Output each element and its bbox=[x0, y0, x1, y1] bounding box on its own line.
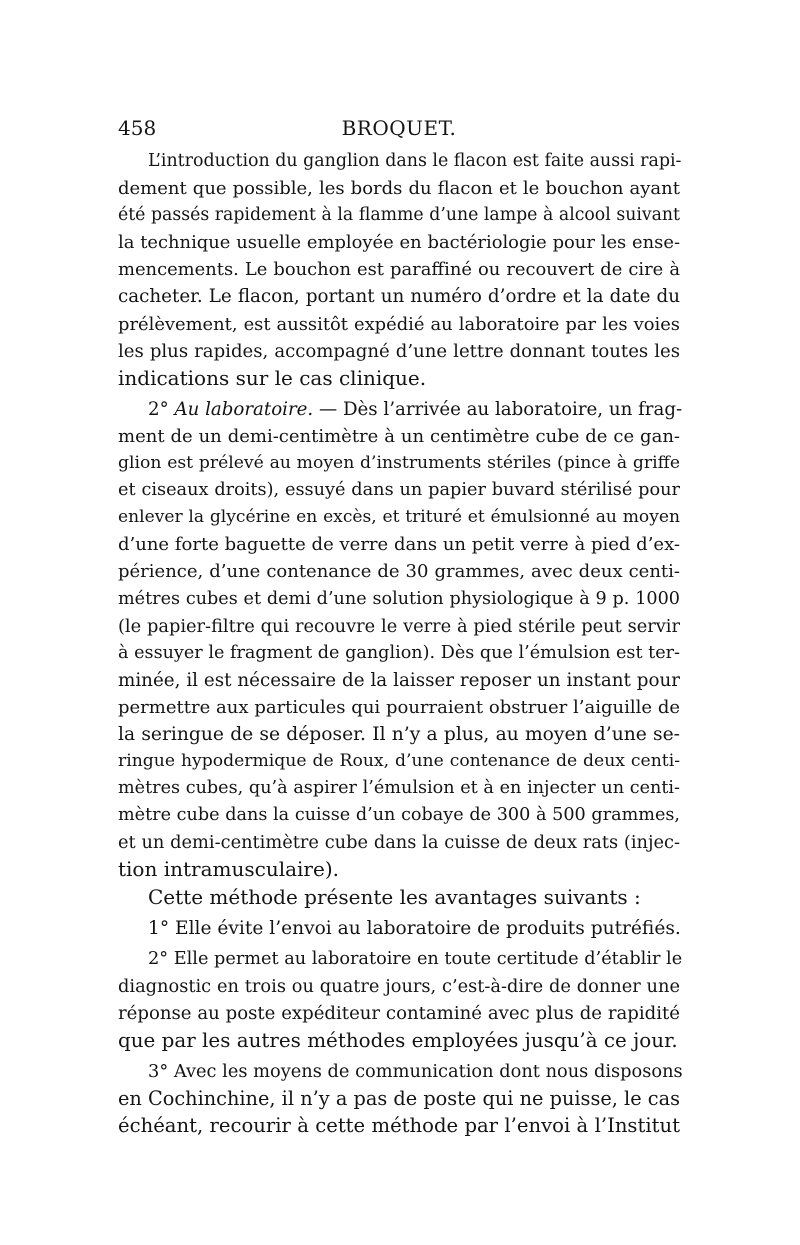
text-line: réponse au poste expéditeur contaminé avec plus de rapidité bbox=[118, 1002, 680, 1024]
text-line: cacheter. Le flacon, portant un numéro d’ordre et la date du bbox=[118, 286, 680, 308]
text-line: (le papier-filtre qui recouvre le verre à pied stérile peut servir bbox=[118, 615, 680, 637]
text-line-lead bbox=[118, 396, 683, 423]
paragraph bbox=[118, 396, 683, 884]
text-line: mètres cubes, qu’à aspirer l’émulsion et à en injecter un centi- bbox=[118, 778, 680, 799]
text-line: que par les autres méthodes employées jusqu’à ce jour. bbox=[118, 1029, 678, 1052]
text-line: Cette méthode présente les avantages suivants : bbox=[148, 884, 641, 909]
text-line: 2° Elle permet au laboratoire en toute certitude d’établir le bbox=[148, 948, 683, 969]
text-line: échéant, recourir à cette méthode par l’envoi à l’Institut bbox=[118, 1114, 680, 1138]
text-line: été passés rapidement à la flamme d’une lampe à alcool suivant bbox=[118, 205, 680, 226]
text-line: et un demi-centimètre cube dans la cuisse de deux rats (injec- bbox=[118, 832, 680, 854]
page-number: 458 bbox=[118, 116, 157, 140]
text-run: — Dès l’arrivée au laboratoire, un frag- bbox=[313, 398, 683, 420]
text-line: ment de un demi-centimètre à un centimètre cube de ce gan- bbox=[118, 425, 680, 447]
text-line: enlever la glycérine en excès, et trituré et émulsionné au moyen bbox=[118, 507, 680, 528]
paragraph bbox=[118, 148, 680, 392]
text-line: à essuyer le fragment de ganglion). Dès que l’émulsion est ter- bbox=[118, 642, 680, 663]
text-line: mencements. Le bouchon est paraffiné ou recouvert de cire à bbox=[118, 259, 680, 281]
text-line: d’une forte baguette de verre dans un petit verre à pied d’ex- bbox=[118, 534, 680, 556]
text-line: diagnostic en trois ou quatre jours, c’est-à-dire de donner une bbox=[118, 975, 680, 997]
text-line: mètre cube dans la cuisse d’un cobaye de 300 à 500 grammes, bbox=[118, 805, 680, 826]
text-line: indications sur le cas clinique. bbox=[118, 365, 427, 390]
text-line: les plus rapides, accompagné d’une lettre donnant toutes les bbox=[118, 340, 680, 362]
section-heading: Au laboratoire. bbox=[174, 398, 314, 420]
text-line: 1° Elle évite l’envoi au laboratoire de produits putréfiés. bbox=[148, 917, 681, 939]
body-text bbox=[118, 148, 683, 1139]
paragraph bbox=[118, 884, 680, 911]
text-line: tion intramusculaire). bbox=[118, 857, 339, 882]
text-line: 3° Avec les moyens de communication dont nous disposons bbox=[148, 1061, 683, 1083]
running-title: BROQUET. bbox=[341, 116, 457, 140]
text-line: glion est prélevé au moyen d’instruments stériles (pince à griffe bbox=[118, 453, 680, 474]
paragraph bbox=[118, 946, 683, 1054]
text-line: périence, d’une contenance de 30 grammes, avec deux centi- bbox=[118, 561, 680, 583]
text-line: dement que possible, les bords du flacon et le bouchon ayant bbox=[118, 178, 680, 200]
text-line: en Cochinchine, il n’y a pas de poste qui ne puisse, le cas bbox=[118, 1087, 680, 1111]
text-line: L’introduction du ganglion dans le flacon est faite aussi rapi- bbox=[148, 151, 682, 171]
text-line: la technique usuelle employée en bactériologie pour les ense- bbox=[118, 232, 680, 254]
section-number: 2° bbox=[148, 398, 169, 420]
text-line: métres cubes et demi d’une solution physiologique à 9 p. 1000 bbox=[118, 588, 680, 609]
text-line: prélèvement, est aussitôt expédié au laboratoire par les voies bbox=[118, 313, 680, 335]
paragraph bbox=[118, 1058, 683, 1139]
running-head bbox=[118, 112, 680, 144]
text-line: minée, il est nécessaire de la laisser reposer un instant pour bbox=[118, 669, 680, 691]
text-line: et ciseaux droits), essuyé dans un papier buvard stérilisé pour bbox=[118, 480, 680, 501]
text-line: permettre aux particules qui pourraient obstruer l’aiguille de bbox=[118, 696, 680, 718]
text-line: ringue hypodermique de Roux, d’une contenance de deux centi- bbox=[118, 751, 680, 772]
paragraph bbox=[118, 915, 680, 942]
text-line: la seringue de se déposer. Il n’y a plus, au moyen d’une se- bbox=[118, 723, 680, 745]
